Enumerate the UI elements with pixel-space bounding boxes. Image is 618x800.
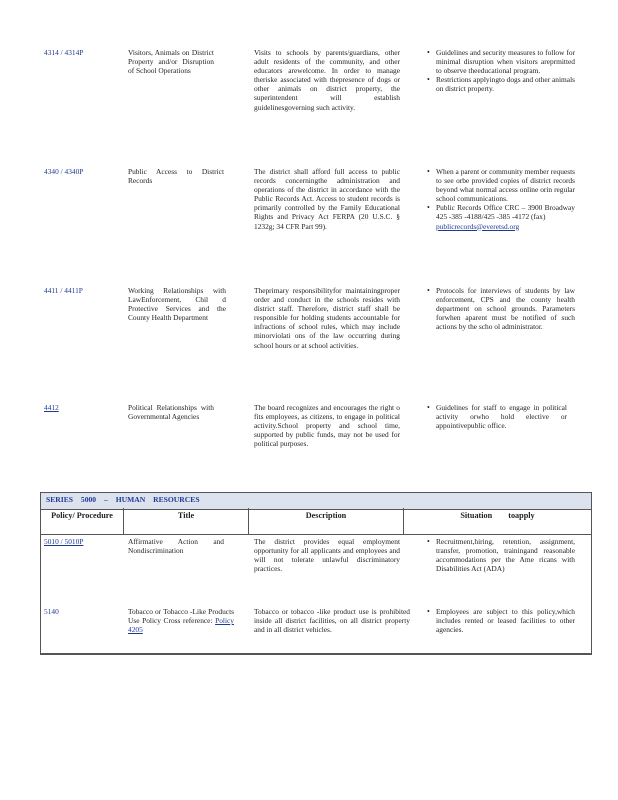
column-divider xyxy=(123,508,124,535)
policy-title: Affirmative Action and Nondiscrimination xyxy=(128,537,224,556)
situation-item: • When a parent or community member requests to see orbe provided copies of district records beyond what normal access online orin regular school communications. xyxy=(436,167,575,203)
situation-item: • Restrictions applyingto dogs and other animals on district property. xyxy=(436,75,575,93)
table-border xyxy=(40,492,41,654)
table-border xyxy=(591,492,592,654)
policy-title-text: Tobacco or Tobacco -Like Products Use Policy Cross reference: xyxy=(128,607,234,626)
column-header-description: Description xyxy=(305,511,347,520)
policy-title: Visitors, Animals on District Property and/or Disruption of School Operations xyxy=(128,48,214,76)
series-title: SERIES 5000 – HUMAN RESOURCES xyxy=(46,495,200,504)
policy-description: The district provides equal employment opportunity for all applicants and employees and will not tolerate unlawful discriminatory practices. xyxy=(254,537,400,574)
table-border xyxy=(40,653,592,655)
policy-4205-link[interactable]: Policy 4205 xyxy=(128,616,234,635)
situation-item: • Recruitment,hiring, retention, assignment, transfer, promotion, trainingand reasonable accommodations per the Ame ricans with Disabilities Act (ADA) xyxy=(436,537,575,573)
policy-description: The district shall afford full access to public records concerningthe administration and operations of the district in accordance with the Public Records Act. Access to student records is primarily controlled by the Family Educational Rights and Privacy Act FERPA (20 U.S.C. § 1232g; 34 CFR Part 99). xyxy=(254,167,400,231)
policy-situation xyxy=(427,48,575,93)
column-header-situation: Situation toapply xyxy=(460,511,535,520)
column-header-title: Title xyxy=(177,511,195,520)
policy-title: Working Relationships with LawEnforcement, Chil d Protective Services and the County Health Department xyxy=(128,286,226,323)
policy-title xyxy=(128,607,234,634)
policy-code: 4340 / 4340P xyxy=(44,167,84,176)
situation-item: • Employees are subject to this policy,which includes rented or leased facilities to other agencies. xyxy=(436,607,575,634)
policy-description: Theprimary responsibilityfor maintainingproper order and conduct in the schools resides with district staff. Therefore, district staff shall be responsible for holding students accountable for infractions of school rules, which may include minorviolati ons of the law occurring during school hours or at school activities. xyxy=(254,286,400,350)
policy-situation xyxy=(427,286,575,331)
policy-code: 4314 / 4314P xyxy=(44,48,84,57)
column-divider xyxy=(248,508,249,535)
policy-situation xyxy=(427,607,575,634)
policy-code xyxy=(44,537,122,546)
situation-item: • Public Records Office CRC – 3900 Broadway 425 -385 -4188/425 -385 -4172 (fax) xyxy=(436,203,575,221)
policy-code: 5140 xyxy=(44,607,59,616)
policy-situation xyxy=(427,403,567,430)
policy-code xyxy=(44,403,122,412)
policy-5010-link[interactable]: 5010 / 5010P xyxy=(44,537,84,546)
situation-item: • Guidelines for staff to engage in political activity orwho hold elective or appointivepublic office. xyxy=(436,403,567,430)
column-divider xyxy=(403,508,404,535)
policy-title: Political Relationships with Governmental Agencies xyxy=(128,403,214,422)
policy-title: Public Access to District Records xyxy=(128,167,224,186)
column-header-policy: Policy/ Procedure xyxy=(51,511,113,520)
policy-situation xyxy=(427,537,575,573)
public-records-email-link[interactable]: publicrecords@everetsd.org xyxy=(436,221,520,231)
policy-description: Visits to schools by parents/guardians, other adult residents of the community, and other educators arewelcome. In order to manage theriske associated with thepresence of dogs or other animals on district property, the superintendent will establish guidelinesgoverning such activity. xyxy=(254,48,400,112)
policy-description: Tobacco or tobacco -like product use is prohibited inside all district facilities, on all district property and in all district vehicles. xyxy=(254,607,410,635)
situation-item: • Protocols for interviews of students by law enforcement, CPS and the county health department on school grounds. Parameters forwhen aparent must be notified of such actions by the scho ol administrator. xyxy=(436,286,575,331)
policy-description: The board recognizes and encourages the right o fits employees, as citizens, to engage in political activity.School property and school time, supported by public funds, may not be used for political purposes. xyxy=(254,403,400,449)
policy-situation xyxy=(427,167,575,231)
situation-item: • Guidelines and security measures to follow for minimal disruption when visitors areprmitted to observe theeducational program. xyxy=(436,48,575,75)
policy-4412-link[interactable]: 4412 xyxy=(44,403,59,412)
policy-code: 4411 / 4411P xyxy=(44,286,83,295)
